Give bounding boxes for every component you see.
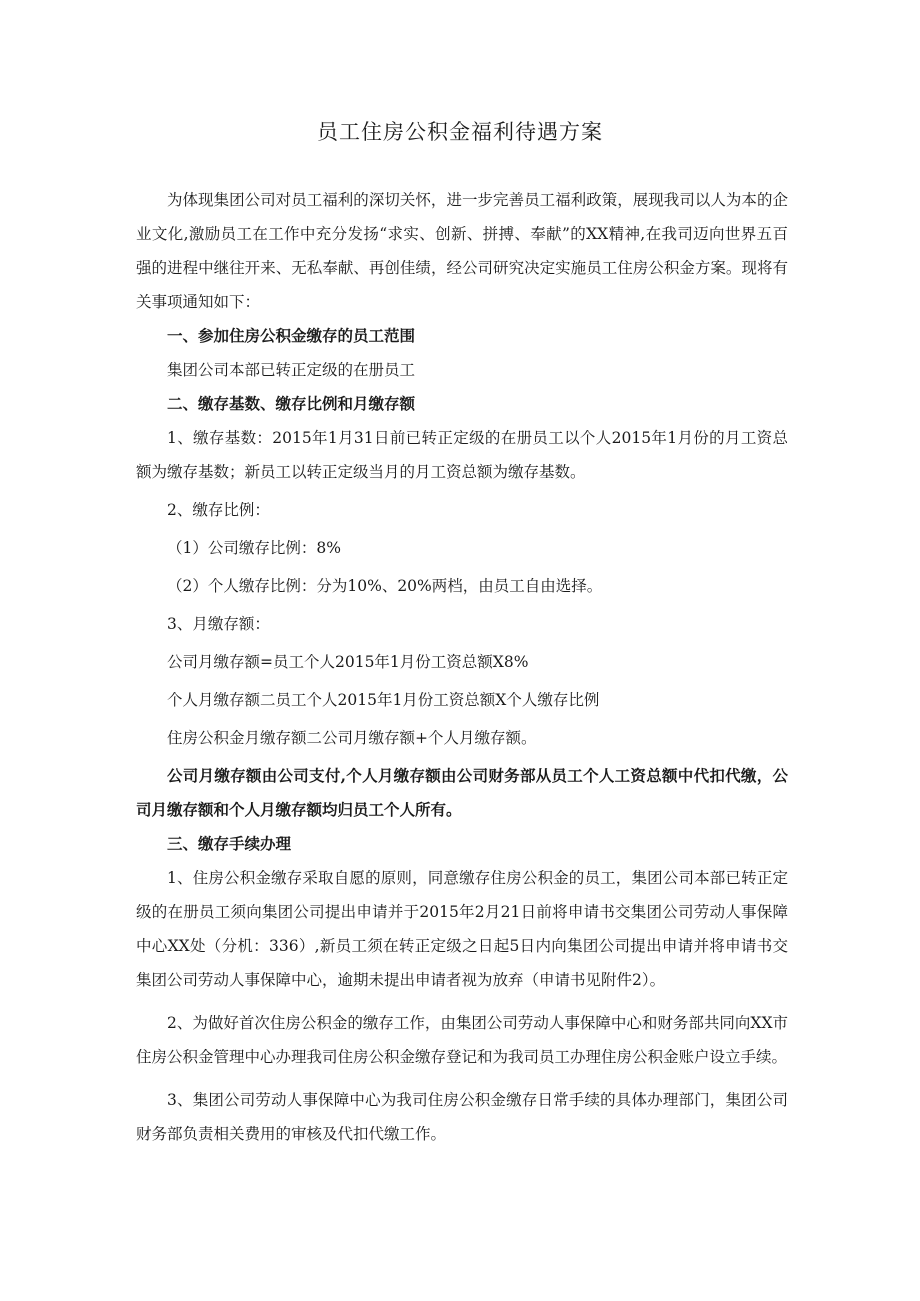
formula-total: 住房公积金月缴存额二公司月缴存额+个人月缴存额。 <box>167 729 537 747</box>
formula-personal: 个人月缴存额二员工个人2015年1月份工资总额X个人缴存比例 <box>167 691 600 709</box>
section1-text: 集团公司本部已转正定级的在册员工 <box>167 361 416 379</box>
section3-item1: 1、住房公积金缴存采取自愿的原则，同意缴存住房公积金的员工，集团公司本部已转正定级的在册员工须向集团公司提出申请并于2015年2月21日前将申请书交集团公司劳动人事保障中心XX处（分机：336）,新员工须在转正定级之日起5日内向集团公司提出申请并将申请书交集团公司劳动人事保障中心，逾期未提出申请者视为放弃（申请书见附件2）。 <box>136 869 788 989</box>
section2-item2-company-ratio: （1）公司缴存比例：8% <box>167 539 341 557</box>
section3-heading: 三、缴存手续办理 <box>167 834 292 853</box>
section1-heading: 一、参加住房公积金缴存的员工范围 <box>167 326 416 345</box>
section2-item3-label: 3、月缴存额： <box>167 615 270 633</box>
document-body <box>136 183 788 1151</box>
section2-item1: 1、缴存基数：2015年1月31日前已转正定级的在册员工以个人2015年1月份的月工资总额为缴存基数；新员工以转正定级当月的月工资总额为缴存基数。 <box>136 429 788 481</box>
section3-item3: 3、集团公司劳动人事保障中心为我司住房公积金缴存日常手续的具体办理部门，集团公司财务部负责相关费用的审核及代扣代缴工作。 <box>136 1091 788 1143</box>
intro-paragraph: 为体现集团公司对员工福利的深切关怀，进一步完善员工福利政策，展现我司以人为本的企业文化,激励员工在工作中充分发扬“求实、创新、拼搏、奉献”的XX精神,在我司迈向世界五百强的进程中继往开来、无私奉献、再创佳绩，经公司研究决定实施员工住房公积金方案。现将有关事项通知如下： <box>136 191 788 311</box>
section3-item2: 2、为做好首次住房公积金的缴存工作，由集团公司劳动人事保障中心和财务部共同向XX市住房公积金管理中心办理我司住房公积金缴存登记和为我司员工办理住房公积金账户设立手续。 <box>136 1014 788 1066</box>
section2-item2-label: 2、缴存比例： <box>167 501 270 519</box>
document-title: 员工住房公积金福利待遇方案 <box>317 120 603 144</box>
section2-item2-personal-ratio: （2）个人缴存比例：分为10%、20%两档，由员工自由选择。 <box>167 577 603 595</box>
section2-note: 公司月缴存额由公司支付,个人月缴存额由公司财务部从员工个人工资总额中代扣代缴，公司月缴存额和个人月缴存额均归员工个人所有。 <box>136 766 788 819</box>
section2-heading: 二、缴存基数、缴存比例和月缴存额 <box>167 394 416 413</box>
formula-company: 公司月缴存额=员工个人2015年1月份工资总额X8% <box>167 653 529 671</box>
